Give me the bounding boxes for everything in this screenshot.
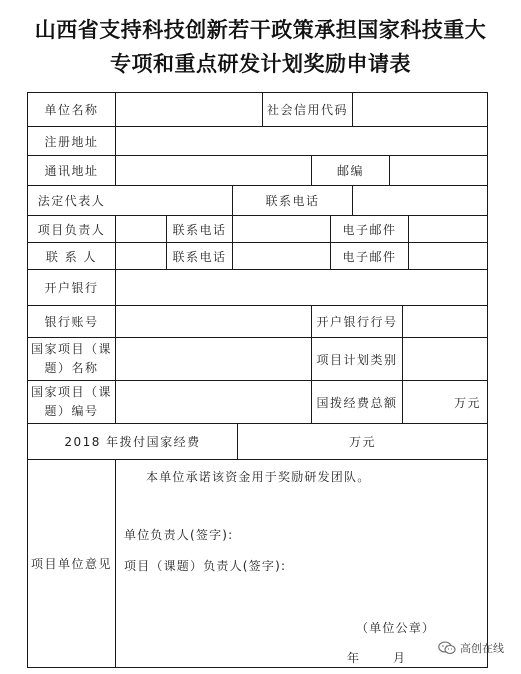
- credit-code-field[interactable]: [353, 93, 487, 126]
- reg-address-field[interactable]: [116, 127, 487, 155]
- plan-category-label: 项目计划类别: [316, 352, 398, 367]
- unit-name-field[interactable]: [116, 93, 262, 126]
- postcode-field[interactable]: [390, 156, 487, 185]
- contact-phone2-field[interactable]: [233, 243, 330, 269]
- watermark: [438, 640, 504, 656]
- funds-2018-label: 2018 年拨付国家经费: [64, 435, 201, 449]
- bank-field[interactable]: [116, 270, 487, 305]
- mail-address-label: 通讯地址: [44, 164, 99, 178]
- contact-phone-label: 联系电话: [265, 194, 320, 208]
- national-project-name-label: [28, 338, 115, 380]
- bank-label: 开户银行: [44, 281, 99, 295]
- contact-email-field[interactable]: [409, 243, 487, 269]
- reg-address-label: 注册地址: [44, 134, 99, 149]
- wechat-icon: [438, 641, 456, 655]
- contact-phone2-label: 联系电话: [172, 249, 227, 264]
- bank-code-label: 开户银行行号: [316, 315, 398, 329]
- national-project-number-label-line2: 题）编号: [44, 404, 99, 418]
- table-border-bottom: [27, 667, 488, 668]
- legal-rep-field[interactable]: [116, 186, 232, 215]
- project-leader-field[interactable]: [116, 216, 166, 242]
- table-border-right: [487, 92, 488, 668]
- total-funds-unit: 万元: [453, 395, 481, 410]
- bank-code-field[interactable]: [403, 306, 487, 337]
- funds-2018-field[interactable]: [238, 424, 487, 459]
- contact-phone-field[interactable]: [353, 186, 487, 215]
- contact-person-field[interactable]: [116, 243, 166, 269]
- national-project-number-field[interactable]: [116, 381, 311, 423]
- leader-phone-label: 联系电话: [172, 222, 227, 237]
- leader-phone-field[interactable]: [233, 216, 330, 242]
- credit-code-label: 社会信用代码: [266, 103, 348, 117]
- national-project-name-field[interactable]: [116, 338, 311, 380]
- leader-email-label: 电子邮件: [342, 222, 397, 237]
- legal-rep-label: 法定代表人: [37, 194, 106, 208]
- postcode-label: 邮编: [336, 164, 364, 178]
- page-title-line-2: 专项和重点研发计划奖励申请表: [110, 51, 411, 76]
- leader-email-field[interactable]: [409, 216, 487, 242]
- page-title-line-1: 山西省支持科技创新若干政策承担国家科技重大: [34, 17, 487, 42]
- contact-person-label: 联 系 人: [45, 249, 98, 264]
- project-leader-signature: 项目（课题）负责人(签字):: [124, 559, 287, 573]
- unit-leader-signature: 单位负责人(签字):: [124, 528, 234, 542]
- contact-email-label: 电子邮件: [342, 249, 397, 264]
- national-project-number-label: [28, 381, 115, 423]
- plan-category-field[interactable]: [403, 338, 487, 380]
- total-funds-field[interactable]: [403, 381, 487, 423]
- date-month: 月: [393, 651, 407, 665]
- national-project-number-label-line1: 国家项目（课: [30, 385, 112, 399]
- total-funds-label: 国拨经费总额: [316, 395, 398, 410]
- commitment-text: 本单位承诺该资金用于奖励研发团队。: [146, 470, 371, 484]
- project-leader-label: 项目负责人: [37, 222, 106, 237]
- unit-seal: （单位公章）: [356, 621, 436, 635]
- unit-name-label: 单位名称: [44, 103, 99, 117]
- watermark-text: 高创在线: [460, 642, 504, 655]
- date-year: 年: [347, 651, 361, 665]
- mail-address-field[interactable]: [116, 156, 311, 185]
- bank-account-label: 银行账号: [44, 315, 99, 329]
- national-project-name-label-line2: 题）名称: [44, 361, 99, 375]
- bank-account-field[interactable]: [116, 306, 311, 337]
- national-project-name-label-line1: 国家项目（课: [30, 342, 112, 356]
- funds-2018-unit: 万元: [348, 435, 376, 449]
- opinion-label: 项目单位意见: [30, 557, 112, 571]
